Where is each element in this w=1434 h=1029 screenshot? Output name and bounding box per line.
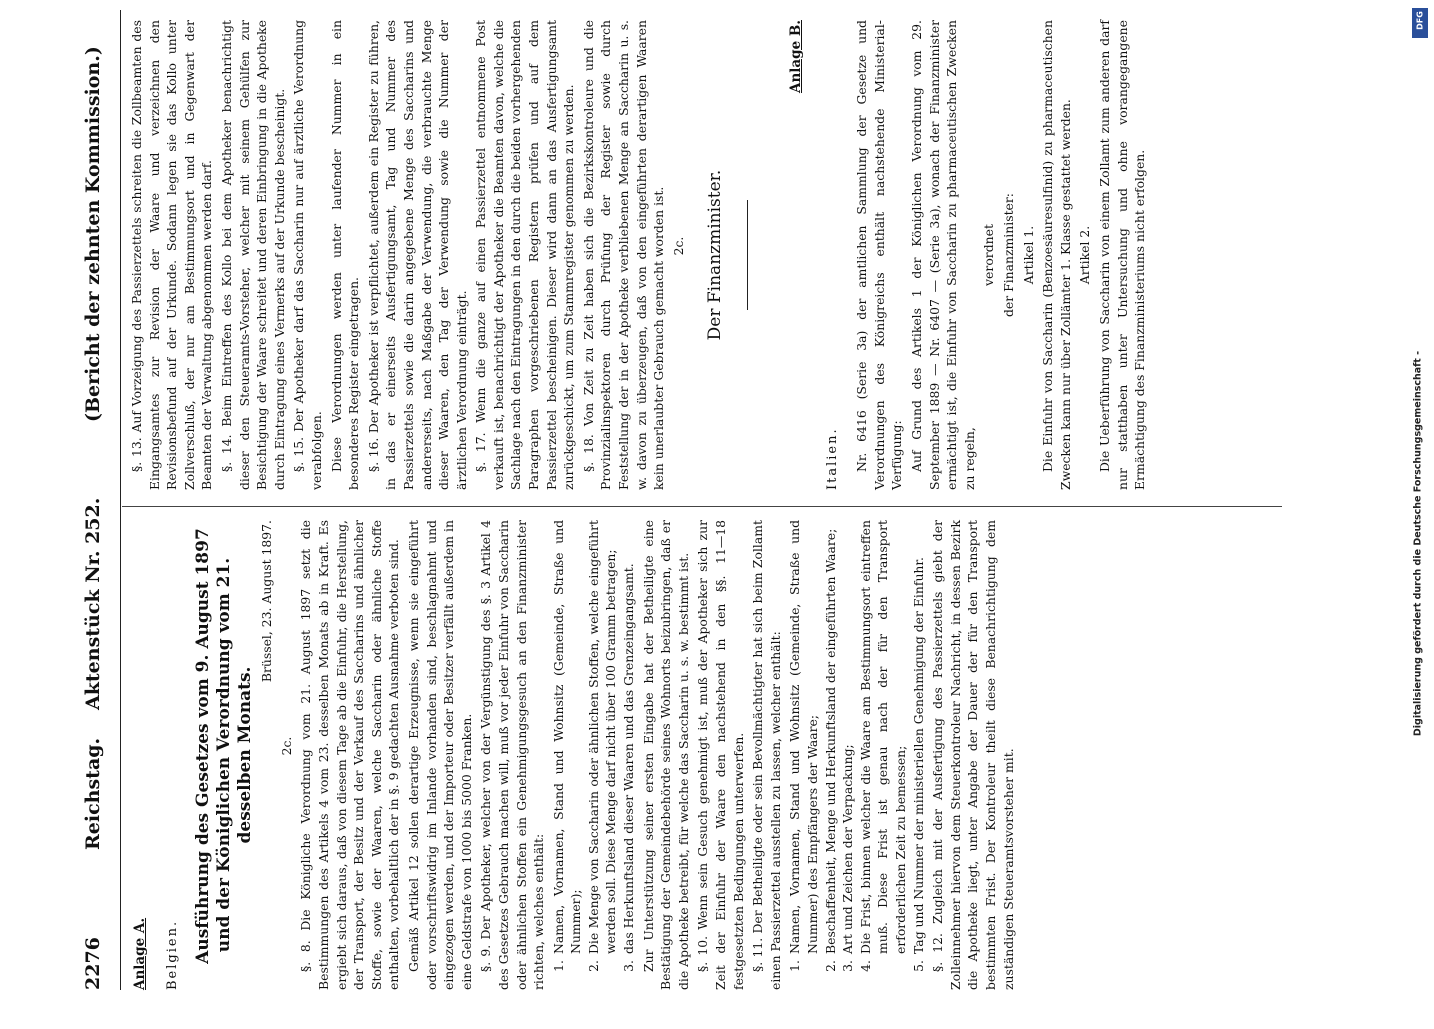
dfg-logo: DFG	[1412, 8, 1428, 38]
list-item: 1. Namen, Vornamen, Stand und Wohnsitz (Gemeinde, Straße und Nummer) des Empfängers der Waare;	[787, 520, 820, 972]
list-item: 5. Tag und Nummer der ministeriellen Genehmigung der Einfuhr.	[910, 557, 926, 972]
paragraph-14: §. 14. Beim Eintreffen des Kollo bei dem Apotheker benachrichtigt dieser den Steueramts-Vorsteher, welcher mit seinem Gehülfen zur Besichtigung der Waare schreitet und deren Einbringung in die Apotheke durch Eintragung eines Vermerks auf der Urkunde bescheinigt.	[218, 20, 287, 490]
list-item: 3. das Herkunftsland dieser Waaren und das Grenzeingangsamt.	[621, 563, 637, 972]
running-header	[82, 10, 116, 990]
annex-b-heading: Anlage B.	[788, 20, 804, 94]
article-2-text: Die Ueberführung von Saccharin von einem Zollamt zum anderen darf nur statthaben unter Untersuchung und ohne vorangegangene Ermächtigung des Finanzministeriums nicht erfolgen.	[1096, 20, 1148, 490]
list-item: 1. Namen, Vornamen, Stand und Wohnsitz (Gemeinde, Straße und Nummer);	[550, 520, 584, 972]
header-rule	[120, 10, 121, 990]
paragraph-16: §. 16. Der Apotheker ist verpflichtet, außerdem ein Register zu führen, in das er einerseits Ausfertigungsamt, Tag und Nummer des Passierzettels sowie die darin angegebene Menge des Saccharins und andererseits, nach Maßgabe der Verwendung, die verbrauchte Menge dieser Waaren, den Tag der Verwendung sowie die Nummer der ärztlichen Verordnung einträgt.	[365, 20, 469, 490]
annex-a-heading: Anlage A.	[132, 917, 148, 990]
signature-rule	[747, 200, 748, 310]
etc-marker: 2c.	[670, 236, 686, 256]
etc-marker: 2c.	[278, 736, 294, 756]
country-italy: Italien.	[824, 427, 840, 490]
list-item: 3. Art und Zeichen der Verpackung;	[840, 744, 856, 972]
column-divider	[122, 506, 1282, 507]
header-institution: Reichstag.	[82, 737, 104, 850]
article-1-text: Die Einfuhr von Saccharin (Benzoesäuresulfinid) zu pharmaceutischen Zwecken kann nur über Zollämter 1. Klasse gestattet werden.	[1040, 20, 1073, 490]
paragraph-12: §. 12. Zugleich mit der Ausfertigung des Passierzettels giebt der Zolleinnehmer hiervon dem Steuerkontroleur Nachricht, in dessen Bezirk die Apotheke liegt, unter Angabe der Dauer der für den Transport bestimmten Frist. Der Kontroleur theilt diese Benachrichtigung dem zuständigen Steueramtsvorsteher mit.	[930, 520, 1016, 990]
article-2-heading: Artikel 2.	[1077, 225, 1093, 285]
paragraph-9-list	[550, 520, 638, 990]
header-report: (Bericht der zehnten Kommission.)	[82, 46, 104, 422]
paragraph-11-list	[786, 520, 927, 990]
list-item: 2. Die Menge von Saccharin oder ähnlichen Stoffen, welche eingeführt werden soll. Diese Menge darf nicht über 100 Gramm betragen;	[585, 520, 619, 972]
paragraph-8-cont: Gemäß Artikel 12 sollen derartige Erzeugnisse, wenn sie eingeführt oder vorschriftswidrig im Inlande vorhanden sind, beschlagnahmt und eingezogen werden, und der Importeur oder Besitzer verfällt außerdem in eine Geldstrafe von 1000 bis 5000 Franken.	[405, 520, 474, 990]
decree-headline: Ausführung des Gesetzes vom 9. August 1897 und der Königlichen Verordnung vom 21. desselben Monats.	[193, 528, 256, 964]
paragraph-15-cont: Diese Verordnungen werden unter laufender Nummer in ein besonderes Register eingetragen.	[328, 20, 362, 490]
paragraph-10: §. 10. Wenn sein Gesuch genehmigt ist, muß der Apotheker sich zur Zeit der Einfuhr der Waare den nachstehend in den §§. 11—18 festgesetzten Bedingungen unterwerfen.	[695, 520, 746, 990]
scanned-page	[40, 10, 1390, 990]
right-column	[128, 20, 1151, 490]
digitization-sidebar	[1408, 8, 1430, 992]
paragraph-13: §. 13. Auf Vorzeigung des Passierzettels schreiten die Zollbeamten des Eingangsamtes zur Revision der Waare und verzeichnen den Revisionsbefund auf der Urkunde. Sodann legen sie das Kollo unter Zollverschluß, der nur am Bestimmungsort und in Gegenwart der Beamten der Verwaltung abgenommen werden darf.	[129, 20, 215, 490]
paragraph-9-support: Zur Unterstützung seiner ersten Eingabe hat der Betheiligte eine Bestätigung der Gemeindebehörde seines Wohnorts beizubringen, daß er die Apotheke betreibt, für welche das Saccharin u. s. w. bestimmt ist.	[640, 520, 691, 990]
list-item: 2. Beschaffenheit, Menge und Herkunftsland der eingeführten Waare;	[822, 528, 838, 972]
header-document: Aktenstück Nr. 252.	[82, 497, 104, 710]
italy-preamble: Auf Grund des Artikels 1 der Königlichen Verordnung vom 29. September 1889 — Nr. 6407 — (Serie 3a), wonach der Finanzminister ermächtigt ist, die Einfuhr von Saccharin zu pharmaceutischen Zwecken zu regeln,	[908, 20, 977, 490]
paragraph-8: §. 8. Die Königliche Verordnung vom 21. August 1897 setzt die Bestimmungen des Artikels 4 vom 23. desselben Monats ab in Kraft. Es ergiebt sich daraus, daß von diesem Tage ab die Einfuhr, die Herstellung, der Transport, der Besitz und der Verkauf des Saccharins und ähnlicher Stoffe, sowie der Waaren, welche Saccharin oder ähnliche Stoffe enthalten, vorbehaltlich der in §. 9 gedachten Ausnahme verboten sind.	[298, 520, 402, 990]
paragraph-11: §. 11. Der Betheiligte oder sein Bevollmächtigter hat sich beim Zollamt einen Passierzettel ausstellen zu lassen, welcher enthält:	[750, 520, 783, 990]
paragraph-17: §. 17. Wenn die ganze auf einen Passierzettel entnommene Post verkauft ist, benachrichtigt der Apotheker die Beamten davon, welche die Sachlage nach den Eintragungen in den durch die beiden vorhergehenden Paragraphen vorgeschriebenen Registern prüfen und auf dem Passierzettel bescheinigen. Dieser wird dann an das Ausfertigungsamt zurückgeschickt, um zum Stammregister genommen zu werden.	[473, 20, 577, 490]
dateline: Brüssel, 23. August 1897.	[259, 520, 275, 683]
paragraph-18: §. 18. Von Zeit zu Zeit haben sich die Bezirkskontroleure und die Provinzialinspektoren durch Prüfung der Register sowie durch Feststellung der in der Apotheke verbliebenen Menge an Saccharin u. s. w. davon zu überzeugen, daß von den eingeführten derartigen Waaren kein unerlaubter Gebrauch gemacht worden ist.	[580, 20, 667, 490]
verordnet: verordnet	[981, 224, 997, 286]
page-number: 2276	[82, 937, 104, 990]
country-belgium: Belgien.	[164, 919, 180, 990]
italy-intro: Nr. 6416 (Serie 3a) der amtlichen Sammlung der Gesetze und Verordnungen des Königreichs enthält nachstehende Ministerial-Verfügung:	[854, 20, 905, 490]
paragraph-15: §. 15. Der Apotheker darf das Saccharin nur auf ärztliche Verordnung verabfolgen.	[291, 20, 324, 490]
paragraph-9: §. 9. Der Apotheker, welcher von der Vergünstigung des §. 3 Artikel 4 des Gesetzes Gebrauch machen will, muß vor jeder Einfuhr von Saccharin oder ähnlichen Stoffen ein Genehmigungsgesuch an den Finanzminister richten, welches enthält:	[478, 520, 547, 990]
finance-minister-line: der Finanzminister:	[1000, 193, 1016, 317]
left-column	[128, 520, 1019, 990]
signature-finance-minister: Der Finanzminister.	[705, 169, 726, 341]
funding-note: Digitalisierung gefördert durch die Deutsche Forschungsgemeinschaft -	[1412, 350, 1424, 737]
article-1-heading: Artikel 1.	[1020, 225, 1036, 285]
list-item: 4. Die Frist, binnen welcher die Waare am Bestimmungsort eintreffen muß. Diese Frist ist genau nach der für den Transport erforderlichen Zeit zu bemessen;	[857, 520, 908, 972]
